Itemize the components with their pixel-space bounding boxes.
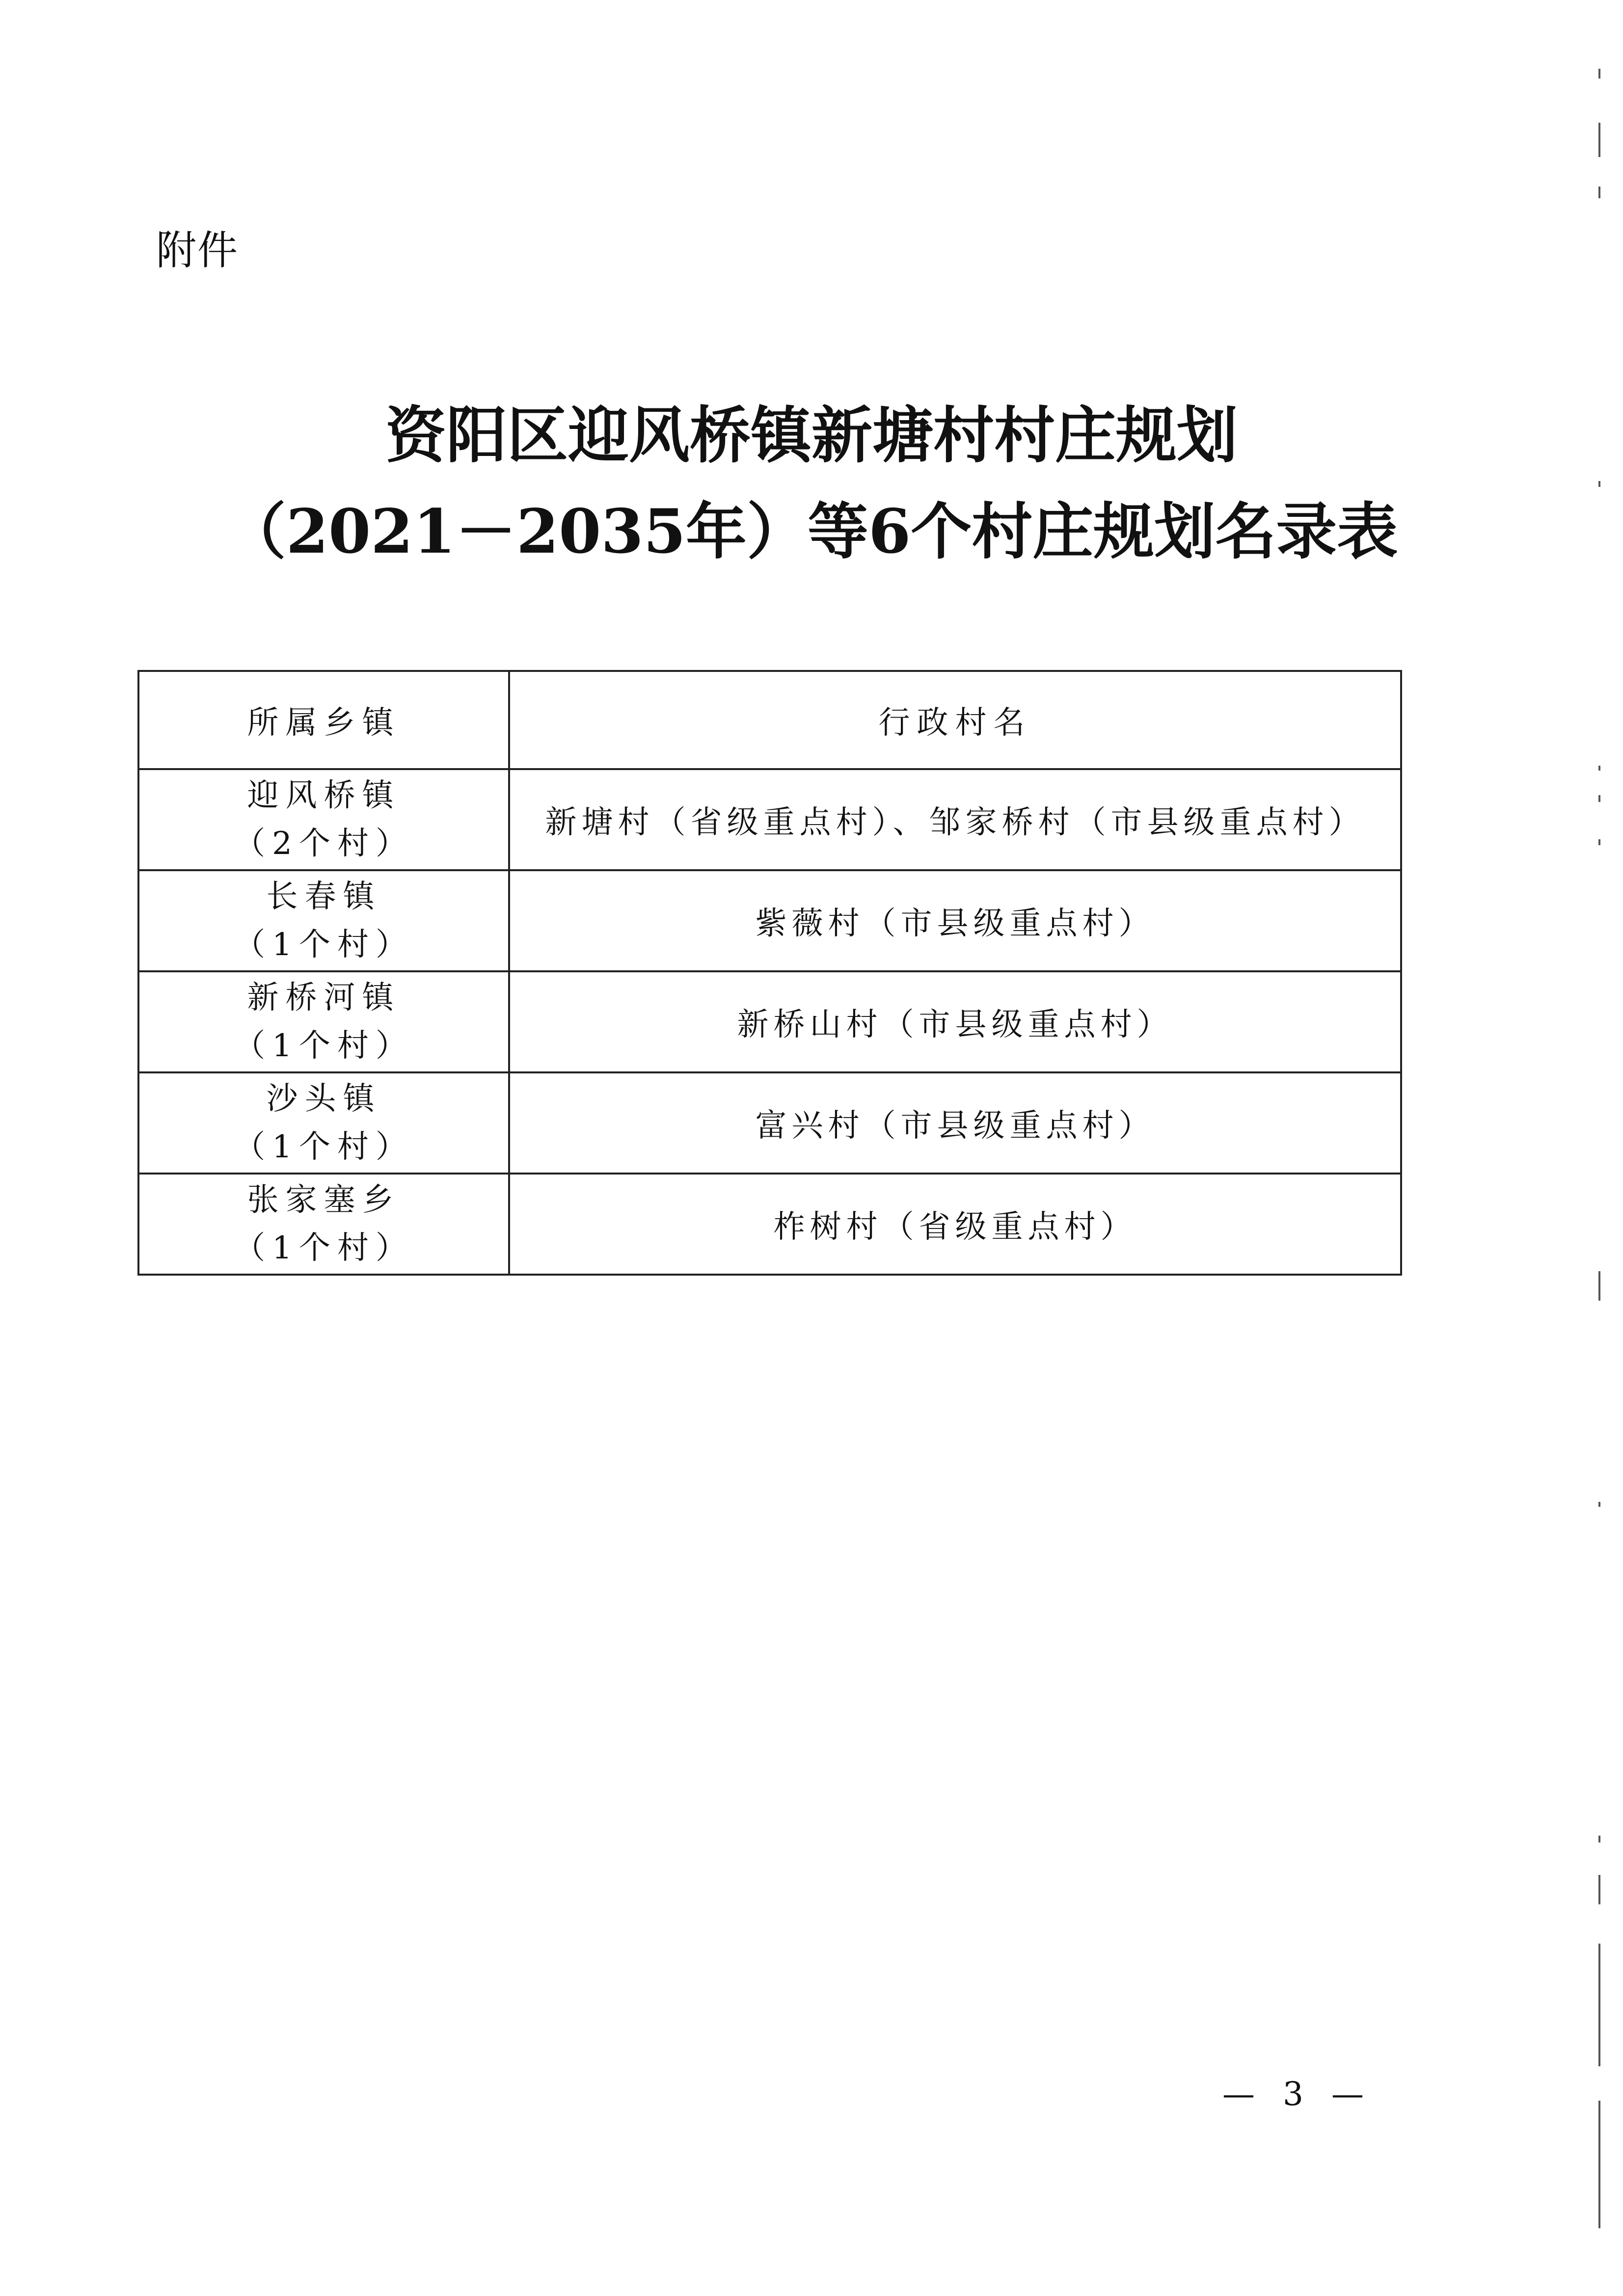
town-name: 迎风桥镇 [247, 777, 401, 814]
page-number: — 3 — [1222, 2075, 1373, 2113]
town-name: 沙头镇 [266, 1081, 381, 1117]
village-names: 富兴村（市县级重点村） [755, 1108, 1155, 1144]
town-cell [138, 769, 509, 870]
village-cell [509, 971, 1401, 1072]
town-name: 新桥河镇 [247, 980, 401, 1016]
attachment-label: 附件 [156, 227, 239, 274]
scan-artifact [1598, 123, 1600, 157]
scan-artifact [1598, 2101, 1600, 2228]
title-line-1: 资阳区迎风桥镇新塘村村庄规划 [385, 400, 1238, 471]
table-row [138, 870, 1401, 971]
village-cell [509, 769, 1401, 870]
town-cell [138, 1072, 509, 1174]
village-names: 新桥山村（市县级重点村） [737, 1007, 1173, 1043]
scan-artifact [1598, 1944, 1600, 2066]
scan-artifact [1598, 1271, 1600, 1301]
scan-artifact [1598, 187, 1600, 198]
village-names: 柞树村（省级重点村） [773, 1209, 1137, 1245]
scan-artifact [1598, 795, 1600, 802]
village-count: （1个村） [234, 1230, 414, 1266]
table-row [138, 971, 1401, 1072]
scan-artifact [1598, 766, 1600, 771]
table-header-row [138, 671, 1401, 769]
table-row [138, 1174, 1401, 1275]
scan-artifact [1598, 1502, 1600, 1507]
scan-artifact [1598, 1836, 1600, 1842]
village-count: （2个村） [234, 826, 414, 862]
village-cell [509, 1072, 1401, 1174]
village-plan-table [137, 670, 1402, 1276]
town-name: 张家塞乡 [247, 1182, 401, 1218]
town-name: 长春镇 [266, 879, 381, 915]
village-cell [509, 1174, 1401, 1275]
village-names: 紫薇村（市县级重点村） [755, 906, 1155, 942]
village-count: （1个村） [234, 1129, 414, 1165]
scan-artifact [1598, 1875, 1600, 1904]
document-title [0, 388, 1623, 580]
scan-artifact [1598, 69, 1600, 79]
town-cell [138, 1174, 509, 1275]
town-cell [138, 971, 509, 1072]
village-count: （1个村） [234, 1028, 414, 1064]
table-row [138, 769, 1401, 870]
village-count: （1个村） [234, 927, 414, 963]
title-line-2: （2021－2035年）等6个村庄规划名录表 [225, 496, 1398, 567]
table-row [138, 1072, 1401, 1174]
scan-artifact [1598, 839, 1600, 845]
header-village: 行政村名 [509, 671, 1401, 769]
village-cell [509, 870, 1401, 971]
village-names: 新塘村（省级重点村）、邹家桥村（市县级重点村） [545, 804, 1365, 841]
scan-artifact [1598, 481, 1600, 487]
town-cell [138, 870, 509, 971]
header-town: 所属乡镇 [138, 671, 509, 769]
